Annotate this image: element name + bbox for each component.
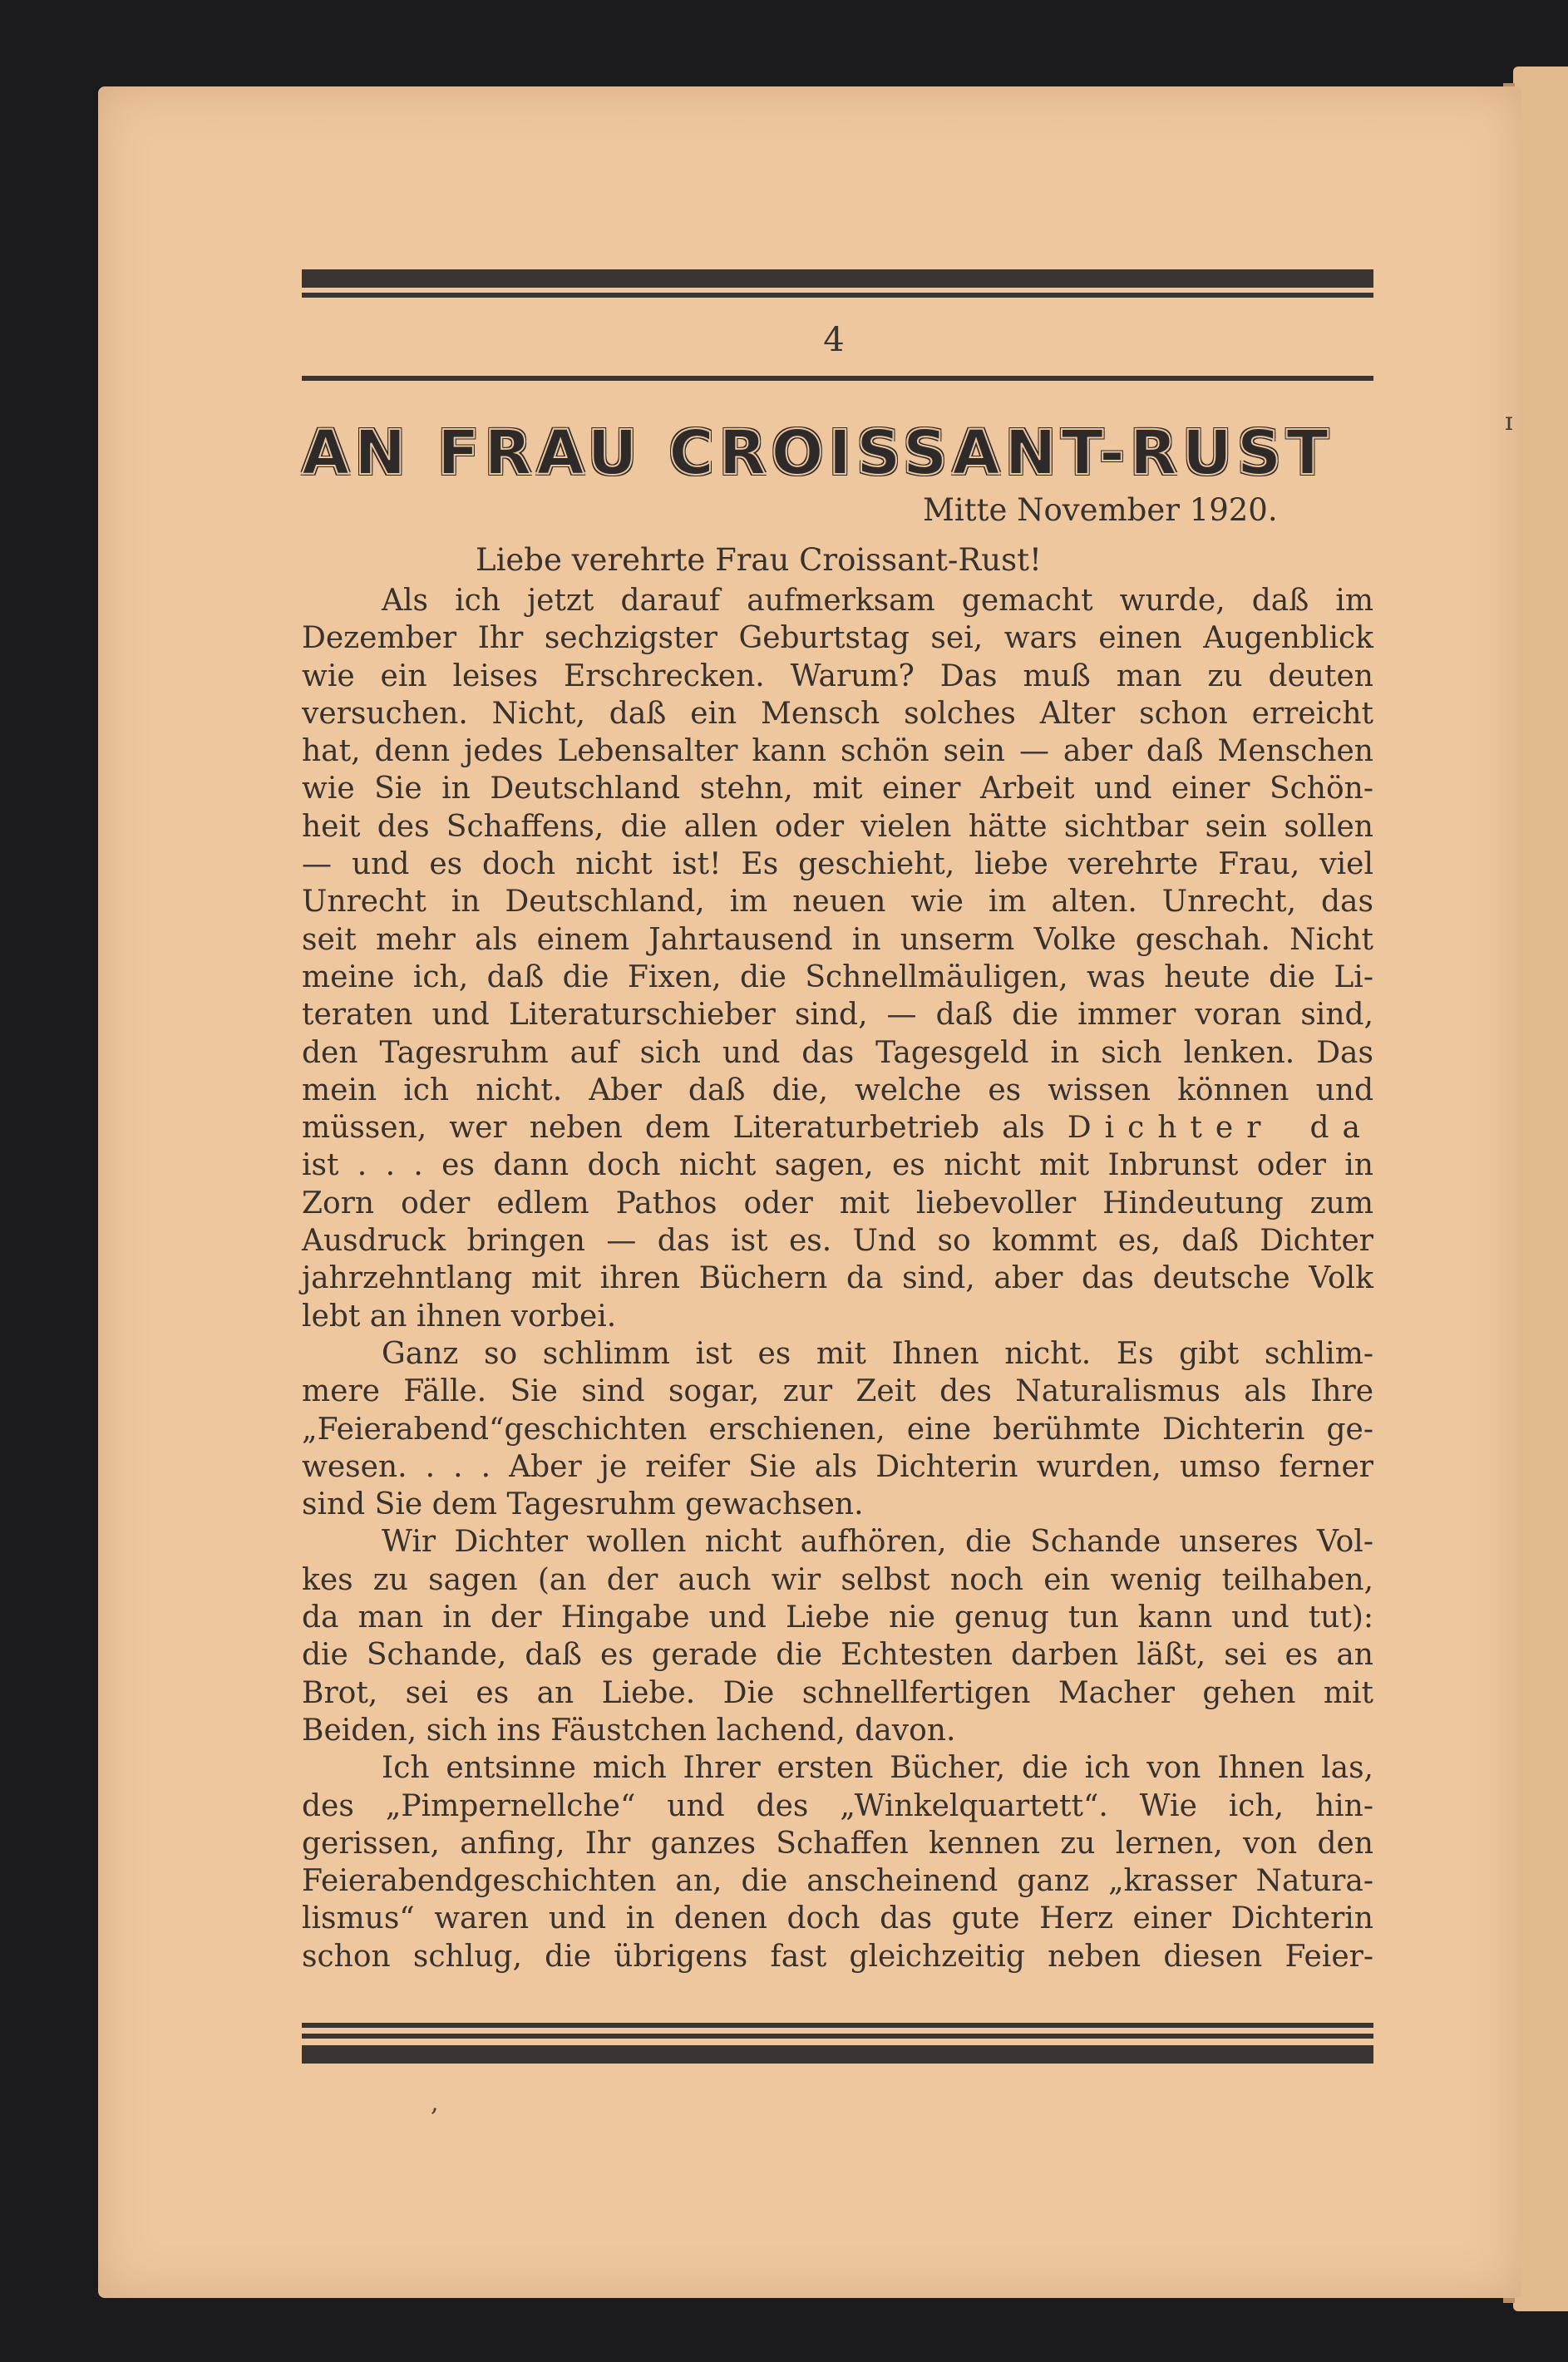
text-line: wesen. . . . Aber je reifer Sie als Dichterin wurden, umso ferner xyxy=(302,1449,1373,1484)
stray-mark: , xyxy=(431,2088,439,2118)
footer-rule-thick xyxy=(302,2045,1373,2064)
letter-body xyxy=(302,582,1373,1975)
text-line: Wir Dichter wollen nicht aufhören, die Schande unseres Vol- xyxy=(382,1525,1373,1560)
text-line: Beiden, sich ins Fäustchen lachend, davon. xyxy=(302,1713,956,1748)
text-line: Ganz so schlimm ist es mit Ihnen nicht. Es gibt schlim- xyxy=(382,1336,1373,1371)
text-line: Feierabendgeschichten an, die anscheinend ganz „krasser Natura- xyxy=(302,1864,1373,1899)
text-line: sind Sie dem Tagesruhm gewachsen. xyxy=(302,1487,864,1522)
salutation: Liebe verehrte Frau Croissant-Rust! xyxy=(476,542,1042,578)
date-line: Mitte November 1920. xyxy=(923,492,1278,528)
text-line: mere Fälle. Sie sind sogar, zur Zeit des Naturalismus als Ihre xyxy=(302,1374,1373,1409)
text-line: wie ein leises Erschrecken. Warum? Das muß man zu deuten xyxy=(302,658,1373,693)
text-line: jahrzehntlang mit ihren Büchern da sind, aber das deutsche Volk xyxy=(302,1261,1373,1296)
text-line: Unrecht in Deutschland, im neuen wie im alten. Unrecht, das xyxy=(302,885,1373,920)
text-line: teraten und Literaturschieber sind, — daß die immer voran sind, xyxy=(302,998,1373,1033)
text-line: Brot, sei es an Liebe. Die schnellfertigen Macher gehen mit xyxy=(302,1675,1373,1710)
text-line: des „Pimpernellche“ und des „Winkelquartett“. Wie ich, hin- xyxy=(302,1788,1373,1823)
text-line: lismus“ waren und in denen doch das gute Herz einer Dichterin xyxy=(302,1901,1373,1936)
page-number: 4 xyxy=(823,321,845,359)
text-line: müssen, wer neben dem Literaturbetrieb als Dichter da xyxy=(302,1111,1374,1146)
text-line: versuchen. Nicht, daß ein Mensch solches Alter schon erreicht xyxy=(302,696,1373,731)
text-line: da man in der Hingabe und Liebe nie genug tun kann und tut): xyxy=(302,1600,1373,1635)
page-number-rule xyxy=(302,376,1373,381)
footer-rule-thin-2 xyxy=(302,2034,1373,2039)
text-line: meine ich, daß die Fixen, die Schnellmäuligen, was heute die Li- xyxy=(302,959,1373,994)
text-line: — und es doch nicht ist! Es geschieht, liebe verehrte Frau, viel xyxy=(302,847,1373,882)
spaced-emphasis: Dichter da xyxy=(1067,1111,1374,1146)
text-line: hat, denn jedes Lebensalter kann schön sein — aber daß Menschen xyxy=(302,734,1373,769)
text-line: heit des Schaffens, die allen oder vielen hätte sichtbar sein sollen xyxy=(302,809,1373,844)
text-line: Als ich jetzt darauf aufmerksam gemacht wurde, daß im xyxy=(382,584,1373,618)
text-line: lebt an ihnen vorbei. xyxy=(302,1299,617,1334)
text-line: schon schlug, die übrigens fast gleichzeitig neben diesen Feier- xyxy=(302,1939,1373,1974)
article-title: AN FRAU CROISSANT-RUST xyxy=(302,417,1334,489)
text-line: kes zu sagen (an der auch wir selbst noch ein wenig teilhaben, xyxy=(302,1562,1373,1597)
text-line: „Feierabend“geschichten erschienen, eine berühmte Dichterin ge- xyxy=(302,1412,1373,1447)
text-line: Dezember Ihr sechzigster Geburtstag sei, wars einen Augenblick xyxy=(302,621,1373,656)
footer-rule-thin-1 xyxy=(302,2023,1373,2028)
margin-mark: ɪ xyxy=(1505,407,1513,436)
text-line: ist . . . es dann doch nicht sagen, es nicht mit Inbrunst oder in xyxy=(302,1148,1373,1183)
text-line: seit mehr als einem Jahrtausend in unserm Volke geschah. Nicht xyxy=(302,922,1373,957)
text-line: Zorn oder edlem Pathos oder mit liebevoller Hindeutung zum xyxy=(302,1186,1373,1220)
text-line: mein ich nicht. Aber daß die, welche es wissen können und xyxy=(302,1073,1373,1107)
text-line: gerissen, anfing, Ihr ganzes Schaffen kennen zu lernen, von den xyxy=(302,1826,1373,1861)
text-line: Ich entsinne mich Ihrer ersten Bücher, die ich von Ihnen las, xyxy=(382,1751,1373,1786)
text-line: den Tagesruhm auf sich und das Tagesgeld in sich lenken. Das xyxy=(302,1035,1373,1070)
text-line: Ausdruck bringen — das ist es. Und so kommt es, daß Dichter xyxy=(302,1224,1373,1259)
header-rule-thick xyxy=(302,269,1373,288)
header-rule-thin xyxy=(302,293,1373,298)
text-line: wie Sie in Deutschland stehn, mit einer Arbeit und einer Schön- xyxy=(302,772,1373,806)
text-line: die Schande, daß es gerade die Echtesten darben läßt, sei es an xyxy=(302,1638,1373,1673)
